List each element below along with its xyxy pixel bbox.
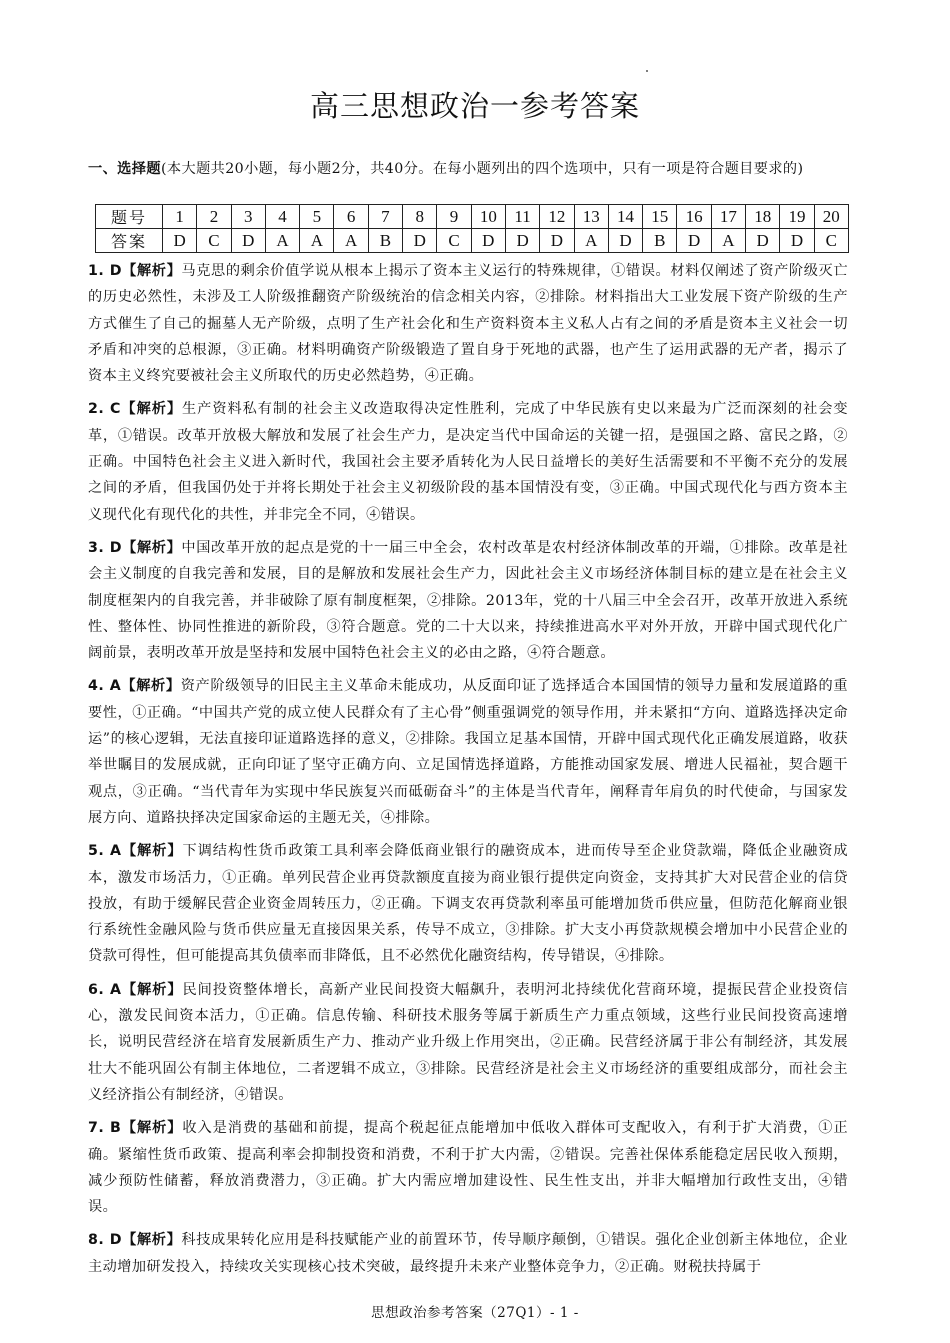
explanation-list <box>88 258 848 1287</box>
question-number-cell: 16 <box>677 205 711 229</box>
answer-cell: C <box>437 229 471 253</box>
section-heading <box>88 156 848 182</box>
answer-cell: D <box>163 229 197 253</box>
answer-table <box>95 204 849 253</box>
page-title: 高三思想政治一参考答案 <box>309 89 640 123</box>
explanation-item <box>88 1115 848 1220</box>
table-row-answers <box>96 229 849 253</box>
explanation-item <box>88 396 848 527</box>
question-number-cell: 6 <box>334 205 368 229</box>
item-explanation-text: 下调结构性货币政策工具利率会降低商业银行的融资成本，进而传导至企业贷款端，降低企业融资成本，激发市场活力，①正确。单列民营企业再贷款额度直接为商业银行提供定向资金，支持其扩大对民营企业的信贷投放，有助于缓解民营企业资金周转压力，②正确。下调支农再贷款利率虽可能增加货币供应量，但防范化解商业银行系统性金融风险与货币供应量无直接因果关系，传导不成立，③排除。扩大支小再贷款规模会增加中小民营企业的贷款可得性，但可能提高其负债率而非降低，且不必然优化融资结构，传导错误，④排除。 <box>88 843 849 965</box>
question-number-cell: 9 <box>437 205 471 229</box>
answer-cell: C <box>814 229 848 253</box>
question-number-cell: 17 <box>711 205 745 229</box>
item-explanation-text: 民间投资整体增长，高新产业民间投资大幅飙升，表明河北持续优化营商环境，提振民营企业投资信心，激发民间资本活力，①正确。信息传输、科研技术服务等属于新质生产力重点领域，这些行业民间投资高速增长，说明民营经济在培育发展新质生产力、推动产业升级上作用突出，②正确。民营经济属于非公有制经济，其发展壮大不能巩固公有制主体地位，二者逻辑不成立，③排除。民营经济是社会主义市场经济的重要组成部分，而社会主义经济指公有制经济，④错误。 <box>88 981 849 1103</box>
row-label-number: 题号 <box>96 205 163 229</box>
item-answer-lead: 2. C【解析】 <box>88 401 183 418</box>
question-number-cell: 5 <box>300 205 334 229</box>
answer-cell: A <box>265 229 299 253</box>
question-number-cell: 12 <box>540 205 574 229</box>
item-explanation-text: 科技成果转化应用是科技赋能产业的前置环节，传导顺序颠倒，①错误。强化企业创新主体地位，企业主动增加研发投入，持续攻关实现核心技术突破，最终提升未来产业整体竞争力，②正确。财税扶持属于 <box>88 1232 848 1275</box>
explanation-item <box>88 977 848 1108</box>
question-number-cell: 13 <box>574 205 608 229</box>
question-number-cell: 20 <box>814 205 848 229</box>
question-number-cell: 4 <box>265 205 299 229</box>
explanation-item <box>88 673 848 831</box>
question-number-cell: 11 <box>505 205 539 229</box>
item-explanation-text: 中国改革开放的起点是党的十一届三中全会，农村改革是农村经济体制改革的开端，①排除。改革是社会主义制度的自我完善和发展，目的是解放和发展社会生产力，因此社会主义市场经济体制目标的建立是在社会主义制度框架内的自我完善，并非破除了原有制度框架，②排除。2013年，党的十八届三中全会召开，改革开放进入系统性、整体性、协同性推进的新阶段，③符合题意。党的二十大以来，持续推进高水平对外开放，开辟中国式现代化广阔前景，表明改革开放是坚持和发展中国特色社会主义的必由之路，④符合题意。 <box>88 539 848 662</box>
question-number-cell: 15 <box>643 205 677 229</box>
answer-cell: D <box>471 229 505 253</box>
question-number-cell: 2 <box>197 205 231 229</box>
answer-cell: B <box>368 229 402 253</box>
question-number-cell: 8 <box>403 205 437 229</box>
item-explanation-text: 马克思的剩余价值学说从根本上揭示了资本主义运行的特殊规律，①错误。材料仅阐述了资产阶级灭亡的历史必然性，未涉及工人阶级推翻资产阶级统治的信念相关内容，②排除。材料指出大工业发展下资产阶级的生产方式催生了自己的掘墓人无产阶级，点明了生产社会化和生产资料资本主义私人占有之间的矛盾是资本主义社会一切矛盾和冲突的总根源，③正确。材料明确资产阶级锻造了置自身于死地的武器，也产生了运用武器的无产者，揭示了资本主义终究要被社会主义所取代的历史必然趋势，④正确。 <box>88 263 848 385</box>
explanation-item <box>88 1227 848 1280</box>
answer-cell: A <box>300 229 334 253</box>
explanation-item <box>88 258 848 389</box>
answer-cell: D <box>677 229 711 253</box>
page-footer: 思想政治参考答案（27Q1）- 1 - <box>371 1305 579 1321</box>
answer-cell: D <box>746 229 780 253</box>
section-description: (本大题共20小题，每小题2分，共40分。在每小题列出的四个选项中，只有一项是符合题目要求的) <box>160 161 804 177</box>
question-number-cell: 19 <box>780 205 814 229</box>
answer-cell: D <box>540 229 574 253</box>
question-number-cell: 14 <box>608 205 642 229</box>
item-answer-lead: 5. A【解析】 <box>88 843 183 860</box>
explanation-item <box>88 535 848 666</box>
answer-cell: D <box>231 229 265 253</box>
row-label-answer: 答案 <box>96 229 163 253</box>
item-answer-lead: 7. B【解析】 <box>88 1120 183 1137</box>
answer-cell: A <box>334 229 368 253</box>
answer-cell: A <box>711 229 745 253</box>
question-number-cell: 3 <box>231 205 265 229</box>
question-number-cell: 7 <box>368 205 402 229</box>
section-label: 一、选择题 <box>88 161 161 177</box>
answer-cell: D <box>608 229 642 253</box>
table-row-numbers <box>96 205 849 229</box>
answer-cell: D <box>505 229 539 253</box>
answer-cell: A <box>574 229 608 253</box>
answer-cell: D <box>780 229 814 253</box>
scan-speck <box>646 70 648 72</box>
item-explanation-text: 生产资料私有制的社会主义改造取得决定性胜利，完成了中华民族有史以来最为广泛而深刻的社会变革，①错误。改革开放极大解放和发展了社会生产力，是决定当代中国命运的关键一招，是强国之路、富民之路，②正确。中国特色社会主义进入新时代，我国社会主要矛盾转化为人民日益增长的美好生活需要和不平衡不充分的发展之间的矛盾，但我国仍处于并将长期处于社会主义初级阶段的基本国情没有变，③正确。中国式现代化与西方资本主义现代化有现代化的共性，并非完全不同，④错误。 <box>88 401 848 523</box>
answer-cell: C <box>197 229 231 253</box>
item-answer-lead: 6. A【解析】 <box>88 981 183 998</box>
answer-cell: B <box>643 229 677 253</box>
question-number-cell: 18 <box>746 205 780 229</box>
question-number-cell: 10 <box>471 205 505 229</box>
explanation-item <box>88 838 848 969</box>
item-answer-lead: 4. A【解析】 <box>88 678 181 695</box>
question-number-cell: 1 <box>163 205 197 229</box>
item-answer-lead: 8. D【解析】 <box>88 1232 182 1249</box>
item-explanation-text: 收入是消费的基础和前提，提高个税起征点能增加中低收入群体可支配收入，有利于扩大消费，①正确。紧缩性货币政策、提高利率会抑制投资和消费，不利于扩大内需，②错误。完善社保体系能稳定居民收入预期，减少预防性储蓄，释放消费潜力，③正确。扩大内需应增加建设性、民生性支出，并非大幅增加行政性支出，④错误。 <box>88 1120 848 1216</box>
item-explanation-text: 资产阶级领导的旧民主主义革命未能成功，从反面印证了选择适合本国国情的领导力量和发展道路的重要性，①正确。“中国共产党的成立使人民群众有了主心骨”侧重强调党的领导作用，并未紧扣“方向、道路选择决定命运”的核心逻辑，无法直接印证道路选择的意义，②排除。我国立足基本国情，开辟中国式现代化正确发展道路，收获举世瞩目的发展成就，正向印证了坚守正确方向、立足国情选择道路，方能推动国家发展、增进人民福祉，契合题干观点，③正确。“当代青年为实现中华民族复兴而砥砺奋斗”的主体是当代青年，阐释青年肩负的时代使命，与国家发展方向、道路抉择决定国家命运的主题无关，④排除。 <box>88 678 848 826</box>
item-answer-lead: 1. D【解析】 <box>88 263 182 279</box>
item-answer-lead: 3. D【解析】 <box>88 539 182 556</box>
answer-cell: D <box>403 229 437 253</box>
